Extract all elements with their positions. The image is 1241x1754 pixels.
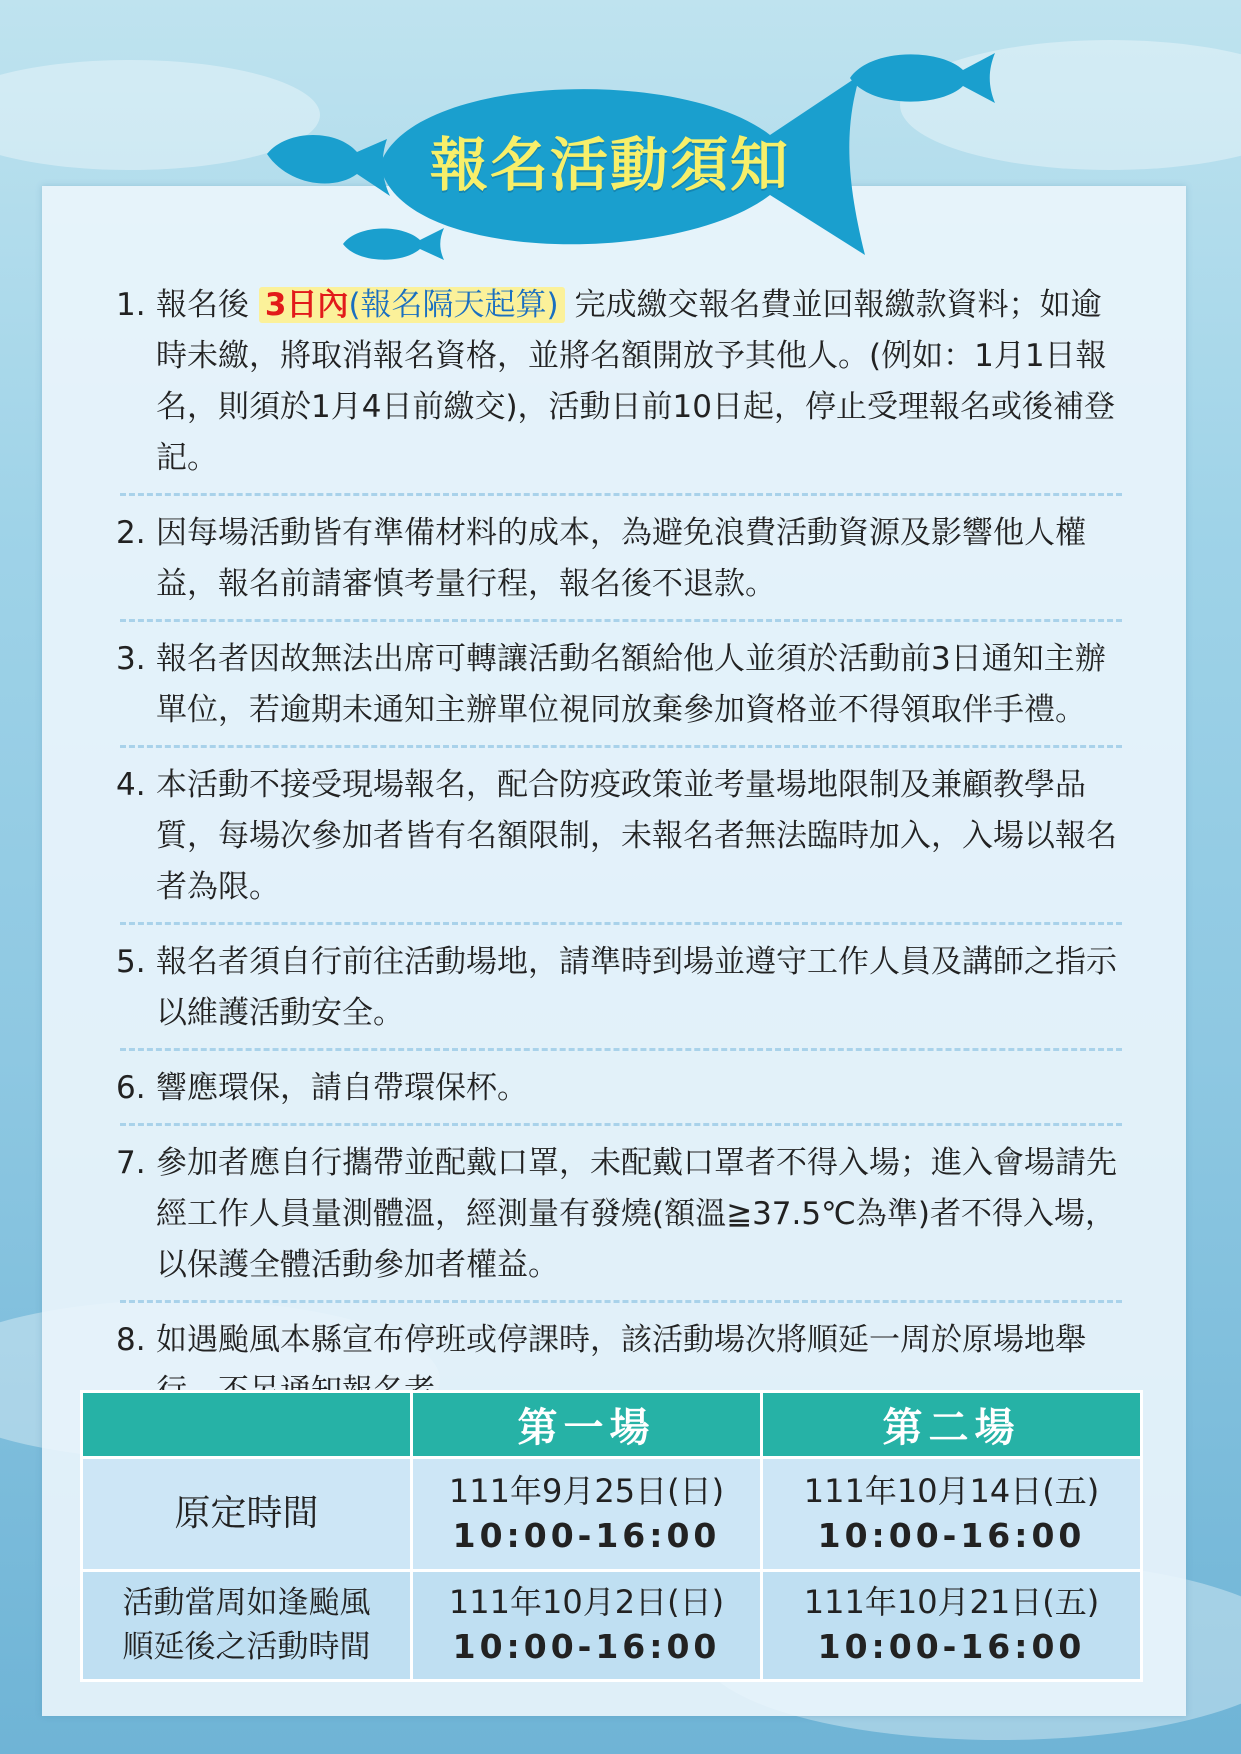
list-item [112,760,1132,925]
deadline-note: (報名隔天起算) [348,287,559,323]
list-item [112,1063,1132,1126]
item-number: 3. [116,641,146,677]
session-date: 111年9月25日(日) [448,1471,725,1510]
session-date: 111年10月21日(五) [803,1583,1100,1622]
row-label-line: 活動當周如逢颱風 [122,1585,371,1622]
item-text: 報名者因故無法出席可轉讓活動名額給他人並須於活動前3日通知主辦單位，若逾期未通知主辦單位視同放棄參加資格並不得領取伴手禮。 [156,641,1106,728]
list-item [112,280,1132,496]
item-number: 4. [116,767,146,803]
item-number: 6. [116,1070,146,1106]
list-item [112,1138,1132,1303]
fish-icon [338,222,448,266]
item-text: 報名者須自行前往活動場地，請準時到場並遵守工作人員及講師之指示以維護活動安全。 [156,944,1117,1031]
session-time: 10:00-16:00 [452,1627,721,1667]
list-item [112,937,1132,1051]
table-cell [412,1458,762,1570]
table-cell [762,1458,1142,1570]
table-cell [412,1570,762,1680]
item-text: 因每場活動皆有準備材料的成本，為避免浪費活動資源及影響他人權益，報名前請審慎考量行程，報名後不退款。 [156,515,1086,602]
item-text: 參加者應自行攜帶並配戴口罩，未配戴口罩者不得入場；進入會場請先經工作人員量測體溫，經測量有發燒(額溫≧37.5℃為準)者不得入場，以保護全體活動參加者權益。 [156,1145,1117,1283]
table-header-session-2: 第二場 [762,1392,1142,1458]
page-title: 報名活動須知 [429,131,790,199]
item-text: 如遇颱風本縣宣布停班或停課時，該活動場次將順延一周於原場地舉 [156,1322,1086,1358]
session-date: 111年10月2日(日) [448,1583,725,1622]
table-header-session-1: 第一場 [412,1392,762,1458]
table-header-row [82,1392,1142,1458]
item-number: 7. [116,1145,146,1181]
fish-icon [845,48,1005,108]
list-item [112,508,1132,622]
item-text: 響應環保，請自帶環保杯。 [156,1070,528,1106]
item-text: 報名後 [156,287,249,323]
row-label: 原定時間 [82,1458,412,1570]
item-number: 2. [116,515,146,551]
fish-icon [262,124,392,204]
deadline-highlight [259,287,565,323]
item-number: 5. [116,944,146,980]
table-cell [762,1570,1142,1680]
row-label-line: 順延後之活動時間 [122,1629,371,1666]
table-row [82,1458,1142,1570]
deadline-days: 3日內 [264,287,349,323]
rules-list [112,280,1132,1441]
session-time: 10:00-16:00 [817,1515,1086,1555]
table-row [82,1570,1142,1680]
table-header-blank [82,1392,412,1458]
item-text: 本活動不接受現場報名，配合防疫政策並考量場地限制及兼顧教學品質，每場次參加者皆有名額限制，未報名者無法臨時加入，入場以報名者為限。 [156,767,1117,905]
item-number: 8. [116,1322,146,1358]
session-time: 10:00-16:00 [452,1515,721,1555]
row-label [82,1570,412,1680]
item-text: 完成繳交報名費並回報繳款資料；如逾時未繳，將取消報名資格，並將名額開放予其他人。(例如：1月1日報名，則須於1月4日前繳交)，活動日前10日起，停止受理報名或後補登記。 [156,287,1115,476]
session-date: 111年10月14日(五) [803,1471,1100,1510]
item-number: 1. [116,287,146,323]
list-item [112,634,1132,748]
schedule-table [80,1390,1143,1682]
session-time: 10:00-16:00 [817,1627,1086,1667]
